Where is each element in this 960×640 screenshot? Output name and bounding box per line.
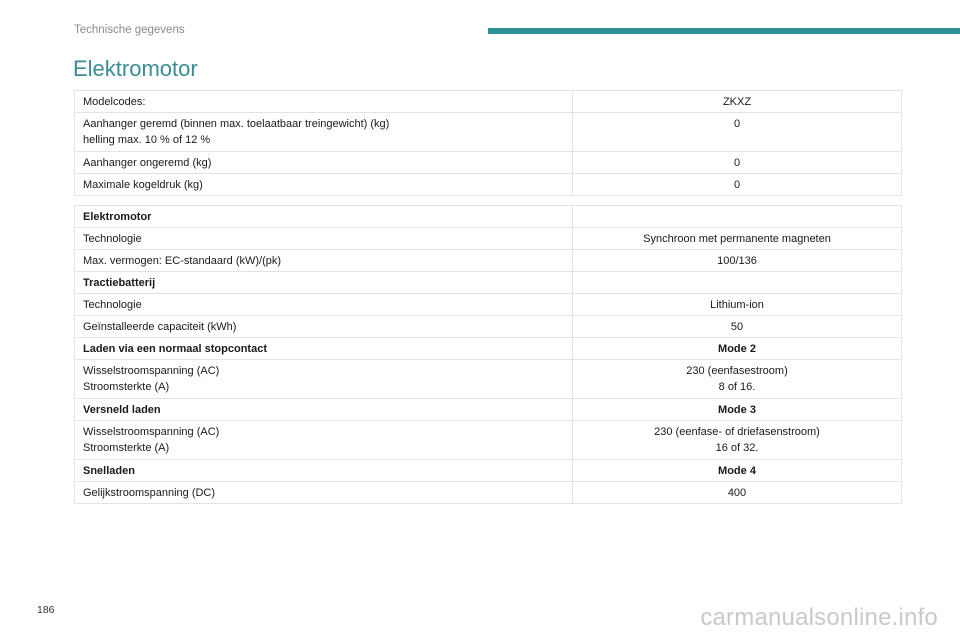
spec-value [573, 421, 902, 460]
table-row [75, 399, 902, 421]
spec-value [573, 91, 902, 113]
spec-label-line: Laden via een normaal stopcontact [83, 343, 267, 355]
spec-label-line: Versneld laden [83, 404, 161, 416]
spec-value [573, 228, 902, 250]
spec-value-line: 230 (eenfase- of driefasenstroom) [654, 426, 820, 438]
spec-value [573, 113, 902, 152]
spec-label [75, 460, 573, 482]
table-row [75, 174, 902, 196]
spec-value-line: 16 of 32. [715, 442, 759, 454]
spec-label [75, 316, 573, 338]
spec-label-line: Stroomsterkte (A) [83, 442, 170, 454]
spec-value [573, 399, 902, 421]
table-row [75, 91, 902, 113]
spec-label-line: Technologie [83, 299, 142, 311]
motor-spec-table [74, 205, 902, 504]
spec-value-line: 230 (eenfasestroom) [686, 365, 788, 377]
spec-value-line: 100/136 [717, 255, 757, 267]
spec-value [573, 272, 902, 294]
spec-label-line: Modelcodes: [83, 96, 146, 108]
spec-label-line: Aanhanger geremd (binnen max. toelaatbaar treingewicht) (kg) [83, 118, 390, 130]
spec-value-line: 0 [733, 118, 741, 130]
table-row [75, 360, 902, 399]
spec-value [573, 460, 902, 482]
spec-label-line: Max. vermogen: EC-standaard (kW)/(pk) [83, 255, 282, 267]
spec-label-line: Wisselstroomspanning (AC) [83, 365, 220, 377]
spec-label [75, 360, 573, 399]
spec-label [75, 421, 573, 460]
spec-label-line: Aanhanger ongeremd (kg) [83, 157, 212, 169]
table-row [75, 338, 902, 360]
spec-label-line: Snelladen [83, 465, 135, 477]
page-title: Elektromotor [73, 56, 198, 81]
table-row [75, 421, 902, 460]
spec-value [573, 338, 902, 360]
table-row [75, 250, 902, 272]
watermark: carmanualsonline.info [700, 604, 938, 631]
spec-value-line: Mode 2 [718, 343, 756, 355]
table-row [75, 272, 902, 294]
trailer-spec-table [74, 90, 902, 196]
spec-label-line: Geïnstalleerde capaciteit (kWh) [83, 321, 237, 333]
spec-label-line: Elektromotor [83, 211, 152, 223]
spec-value [573, 294, 902, 316]
spec-label-line: Gelijkstroomspanning (DC) [83, 487, 216, 499]
spec-label [75, 228, 573, 250]
spec-value [573, 360, 902, 399]
table-row [75, 228, 902, 250]
spec-value [573, 174, 902, 196]
table-row [75, 206, 902, 228]
spec-label [75, 272, 573, 294]
spec-value-line: 8 of 16. [718, 381, 756, 393]
table-row [75, 294, 902, 316]
spec-value [573, 152, 902, 174]
table-row [75, 113, 902, 152]
page-number: 186 [37, 604, 55, 616]
spec-label-line: Tractiebatterij [83, 277, 156, 289]
spec-label [75, 174, 573, 196]
spec-value-line: Synchroon met permanente magneten [643, 233, 831, 245]
spec-label [75, 206, 573, 228]
spec-label [75, 399, 573, 421]
spec-label [75, 294, 573, 316]
spec-label-line: Maximale kogeldruk (kg) [83, 179, 203, 191]
table-row [75, 460, 902, 482]
spec-value [573, 250, 902, 272]
spec-value [573, 316, 902, 338]
spec-value-line: ZKXZ [722, 96, 752, 108]
spec-label [75, 91, 573, 113]
spec-label-line: Stroomsterkte (A) [83, 381, 170, 393]
section-header: Technische gegevens [74, 24, 185, 36]
spec-label-line: Technologie [83, 233, 142, 245]
spec-value-line: 0 [733, 179, 741, 191]
spec-label-line: Wisselstroomspanning (AC) [83, 426, 220, 438]
spec-value-line: Mode 4 [718, 465, 756, 477]
spec-value [573, 482, 902, 504]
table-row [75, 482, 902, 504]
spec-label [75, 152, 573, 174]
spec-value-line: 400 [727, 487, 747, 499]
spec-label [75, 113, 573, 152]
spec-label-line: helling max. 10 % of 12 % [83, 134, 211, 146]
table-row [75, 316, 902, 338]
table-row [75, 152, 902, 174]
spec-value-line: Lithium-ion [710, 299, 764, 311]
spec-value-line: 50 [730, 321, 744, 333]
spec-label [75, 250, 573, 272]
spec-value-line: Mode 3 [718, 404, 756, 416]
spec-label [75, 482, 573, 504]
header-accent-bar [488, 28, 960, 34]
spec-label [75, 338, 573, 360]
spec-value [573, 206, 902, 228]
spec-value-line: 0 [733, 157, 741, 169]
